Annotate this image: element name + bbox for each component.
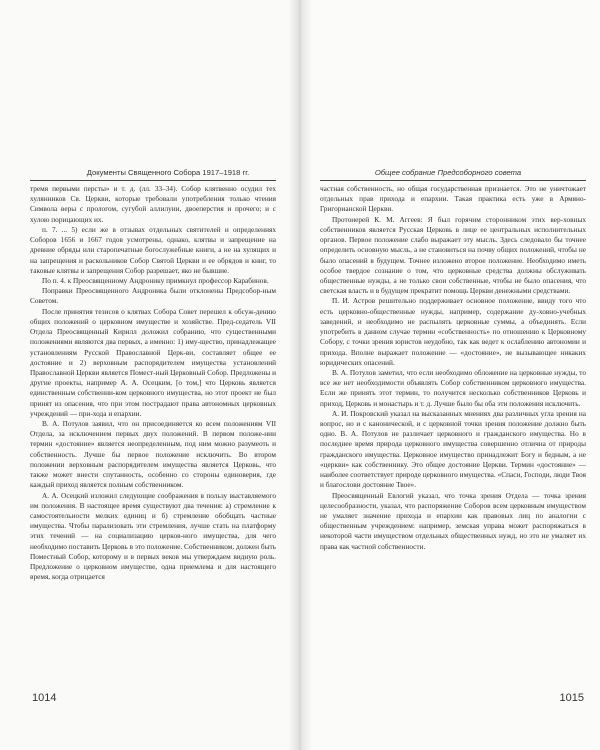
paragraph: Протоиерей К. М. Аггеев: Я был горячим сторонником этих вер-ховных собственников является Русская Церковь в лице ее центральных исполнительных органов. Первое положение слабо выражает эту мысль. Здесь следовало бы точнее определить основную мысль, а не становиться на почву общих положений, чтобы не было опасений в будущем. Точнее изложено второе положение. Необходимо иметь особое твердое сознание о том, что церковные средства должны обслуживать общественные нужды, а не только свои собственные, чтобы не было опасения, что светская власть и в будущем прекратит помощь Церкви денежными средствами.: [320, 214, 586, 296]
header-rule-left: [30, 180, 276, 181]
paragraph: п. 7. ... 5) если же в отзывах отдельных святителей и определениях Соборов 1656 и 1667 годов усмотрены, однако, клятвы и запрещение на древние обряды или старопечатные богослужебные книги, а не на хулящих и на запрещения и раскольников Собор Святой Церкви и ее обрядов и книг, то таковые клятвы и запрещения Собор разрешает, яко не бывшие.: [30, 224, 276, 275]
paragraph: После принятия тезисов о клятвах Собора Совет перешел к обсуж-дению общих положений о церковном имуществе и хозяйстве. Пред-седатель VII Отдела Преосвященный Кирилл доложил собранию, что существенными положениями являются два первых, а именно: 1) иму-щество, принадлежащее установлениям Русской Православной Церк-ви, составляет общее ее достояние и 2) верховным распорядителем имущества установлений Православной Церкви является Помест-ный Церковный Собор. Предложены и другие проекты, например А. А. Осецким, [о том,] что Церковь является единственным собственни-ком церковного имущества, но этот проект не был принят из опасения, что при этом пострадают права автономных церковных учреждений — при-хода и епархии.: [30, 306, 276, 418]
paragraph: Поправки Преосвященного Андроника были отклонены Предсобор-ным Советом.: [30, 286, 276, 306]
header-rule-right: [320, 180, 586, 181]
paragraph: частная собственность, но общая государственная признается. Это не уничтожает отдельных прав прихода и епархии. Такая практика есть уже в Армяно-Григорианской Церкви.: [320, 184, 586, 214]
paragraph: По п. 4. к Преосвященному Андронику примкнул профессор Карабинов.: [42, 275, 269, 285]
paragraph: П. И. Астров решительно поддерживает основное положение, ввиду того что есть церковно-общественные нужды, например, содержание ду-ховно-учебных заведений, и необходимо не распылять церковные суммы, а объединять. Если употребить в данном случае термин «собственность» по отношению к Церковному Собору, с точки зрения юристов неудобно, так как ведет к ослаблению автономии и прихода. Вполне выражает положение — «достояние», не вызывающее никаких юридических опасений.: [320, 296, 586, 367]
right-page-body: [320, 184, 586, 552]
running-head-left: Документы Священного Собора 1917–1918 гг.: [86, 168, 250, 177]
paragraph: А. А. Осецкий изложил следующие соображения в пользу выставляемого им положения. В настоящее время существуют два течения: а) стремление к самостоятельности мелких единиц и б) стремление обобщать частные имущества. Чтобы парализовать эти стремления, лучше стать на платформу этих течений — на социализацию церков-ного имущества, для чего необходимо поставить Церковь в это положение. Собственником, должен быть Поместный Собор, которому и в первых веков мы утверждаем видную роль. Предложение о церковном имуществе, одна приемлема и для настоящего время, когда отрицается: [30, 490, 276, 582]
paragraph: В. А. Потулов заметил, что если необходимо обложение на церковные нужды, то все же нет необходимости объявлять Собор собственником церковного имущества. Если же принять этот термин, то получится несколько собственников Церковь и приход, Церковь и монастырь и т. д. Лучше было бы оба эти положения исключить.: [320, 367, 586, 408]
page-number-right: 1015: [559, 692, 584, 704]
paragraph: В. А. Потулов заявил, что он присоединяется ко всем положениям VII Отдела, за исключением первых двух положений. В первом положе-нии термин «достояние» является неопределенным, под ним можно разумеоть и собственность. Лучше бы первое положение исключить. Во втором положении верховным распорядителем имущества является Церковь, что также может внести спутанность, особенно со стороны единоверия, где каждый приход является полным собственником.: [30, 419, 276, 490]
right-page: [300, 0, 600, 750]
left-page-body: [30, 184, 276, 583]
paragraph: А. И. Покровский указал на высказанных мнениях два различных угла зрения на вопрос, но и с канонической, и с церковной точки зрения положение должно быть одно. В. А. Потулов не различает церковного и гражданского имущества. Но в последнее время природа церковного имущества совершенно отлична от природы гражданского имущества. Церковное имущество принадлежит Богу и бедным, а не «церкви» как собственнику. Это общее достояние Церкви. Термин «достояние» — наиболее соответствует природе церковного имущества. «Спаси, Господи, люди Твоя и благослови достояние Твое».: [320, 408, 586, 490]
paragraph: тремя первыми персты» и т. д. (лл. 33–34). Собор клятвенно осудил тех хулянников Св. Церкви, которые требовали употребления только чтения Символа веры с прологом, сугубой аллилуии, двоеперстия и прочего; и с хулою порицающих их.: [30, 184, 276, 224]
left-page: [0, 0, 296, 750]
page-number-left: 1014: [32, 692, 57, 704]
running-head-right: Общее собрание Предсоборного совета: [374, 168, 522, 177]
paragraph: Преосвященный Евлогий указал, что точка зрения Отдела — точка зрения целесообразности, указал, что распоряжение Соборов всем церковным имуществом не умаляет значение прихода и епархии как правовых лиц по аналогии с общественным учреждением: например, земская управа может распоряжаться в некоторой части имуществом отдельных общественных нужд, но это не умаляет их права как частной собственности.: [320, 490, 586, 551]
